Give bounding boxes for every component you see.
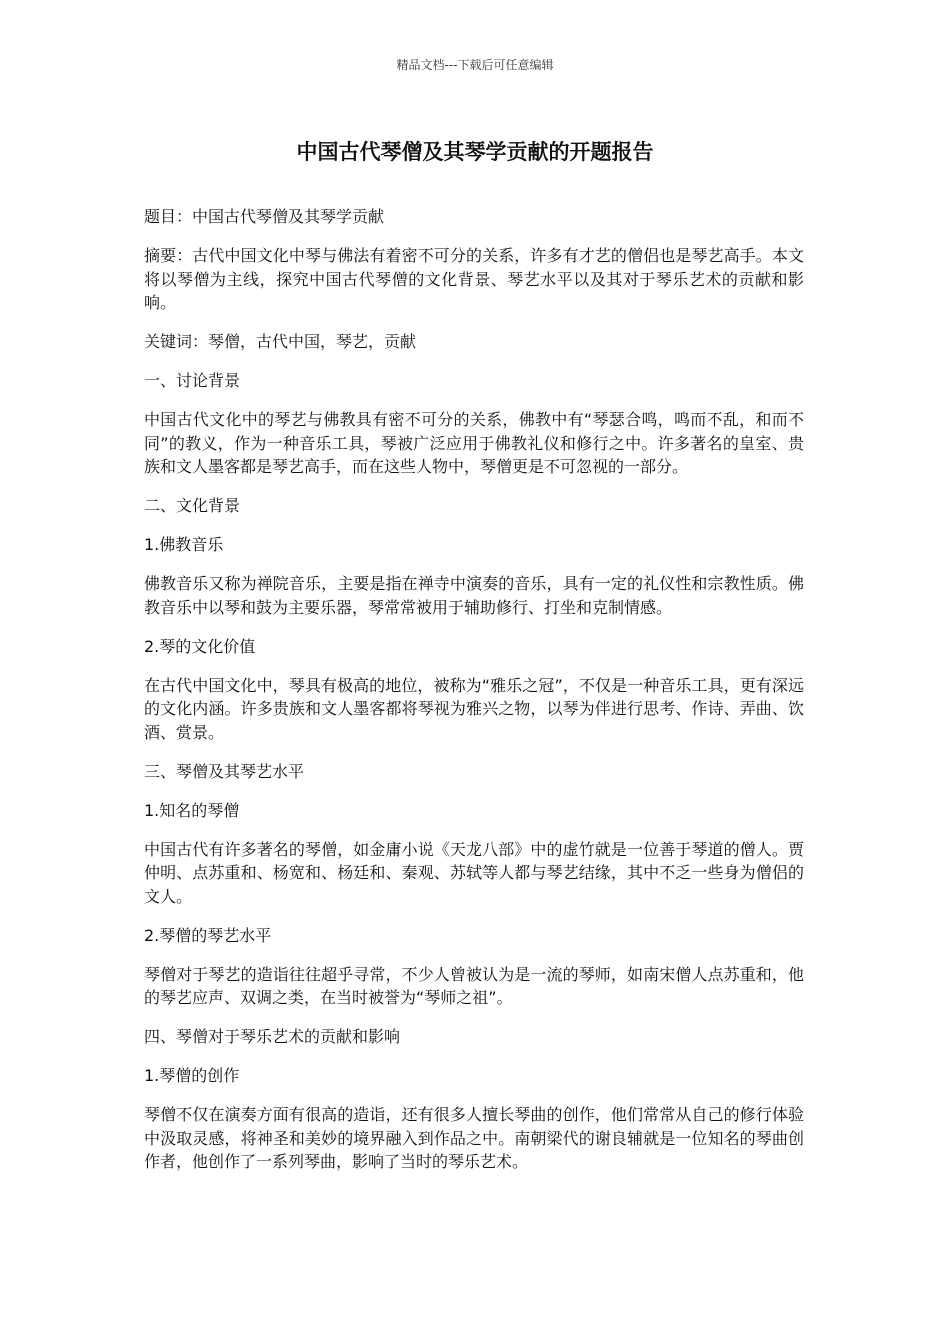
subsection-heading: 2.琴僧的琴艺水平	[144, 925, 272, 945]
body-paragraph: 中国古代文化中的琴艺与佛教具有密不可分的关系，佛教中有“琴瑟合鸣，鸣而不乱，和而不同”的教义，作为一种音乐工具，琴被广泛应用于佛教礼仪和修行之中。许多著名的皇室、贵族和文人墨客都是琴艺高手，而在这些人物中，琴僧更是不可忽视的一部分。	[144, 410, 804, 476]
section-heading: 一、讨论背景	[144, 371, 241, 390]
body-paragraph: 中国古代有许多著名的琴僧，如金庸小说《天龙八部》中的虚竹就是一位善于琴道的僧人。贾仲明、点苏重和、杨宽和、杨廷和、秦观、苏轼等人都与琴艺结缘，其中不乏一些身为僧侣的文人。	[144, 839, 804, 906]
subsection-heading: 1.琴僧的创作	[144, 1066, 240, 1085]
section-heading: 四、琴僧对于琴乐艺术的贡献和影响	[144, 1027, 401, 1046]
header-note: 精品文档---下载后可任意编辑	[396, 58, 554, 72]
document-title: 中国古代琴僧及其琴学贡献的开题报告	[296, 140, 654, 164]
subject-line: 题目：中国古代琴僧及其琴学贡献	[144, 207, 385, 226]
subsection-heading: 2.琴的文化价值	[144, 636, 256, 656]
document-body	[144, 205, 804, 1189]
body-paragraph: 琴僧对于琴艺的造诣往往超乎寻常，不少人曾被认为是一流的琴师，如南宋僧人点苏重和，他的琴艺应声、双调之类，在当时被誉为“琴师之祖”。	[144, 964, 804, 1007]
body-paragraph: 佛教音乐又称为禅院音乐，主要是指在禅寺中演奏的音乐，具有一定的礼仪性和宗教性质。佛教音乐中以琴和鼓为主要乐器，琴常常被用于辅助修行、打坐和克制情感。	[144, 574, 804, 617]
subsection-heading: 1.佛教音乐	[144, 535, 224, 554]
body-paragraph: 在古代中国文化中，琴具有极高的地位，被称为“雅乐之冠”，不仅是一种音乐工具，更有深远的文化内涵。许多贵族和文人墨客都将琴视为雅兴之物，以琴为伴进行思考、作诗、弄曲、饮酒、赏景。	[144, 675, 804, 742]
abstract-paragraph: 摘要：古代中国文化中琴与佛法有着密不可分的关系，许多有才艺的僧侣也是琴艺高手。本文将以琴僧为主线，探究中国古代琴僧的文化背景、琴艺水平以及其对于琴乐艺术的贡献和影响。	[144, 246, 804, 312]
keywords-line: 关键词：琴僧，古代中国，琴艺，贡献	[144, 332, 417, 351]
section-heading: 二、文化背景	[144, 496, 241, 515]
body-paragraph: 琴僧不仅在演奏方面有很高的造诣，还有很多人擅长琴曲的创作，他们常常从自己的修行体验中汲取灵感，将神圣和美妙的境界融入到作品之中。南朝梁代的谢良辅就是一位知名的琴曲创作者，他创作了一系列琴曲，影响了当时的琴乐艺术。	[144, 1105, 804, 1171]
subsection-heading: 1.知名的琴僧	[144, 800, 240, 820]
section-heading: 三、琴僧及其琴艺水平	[144, 761, 305, 781]
